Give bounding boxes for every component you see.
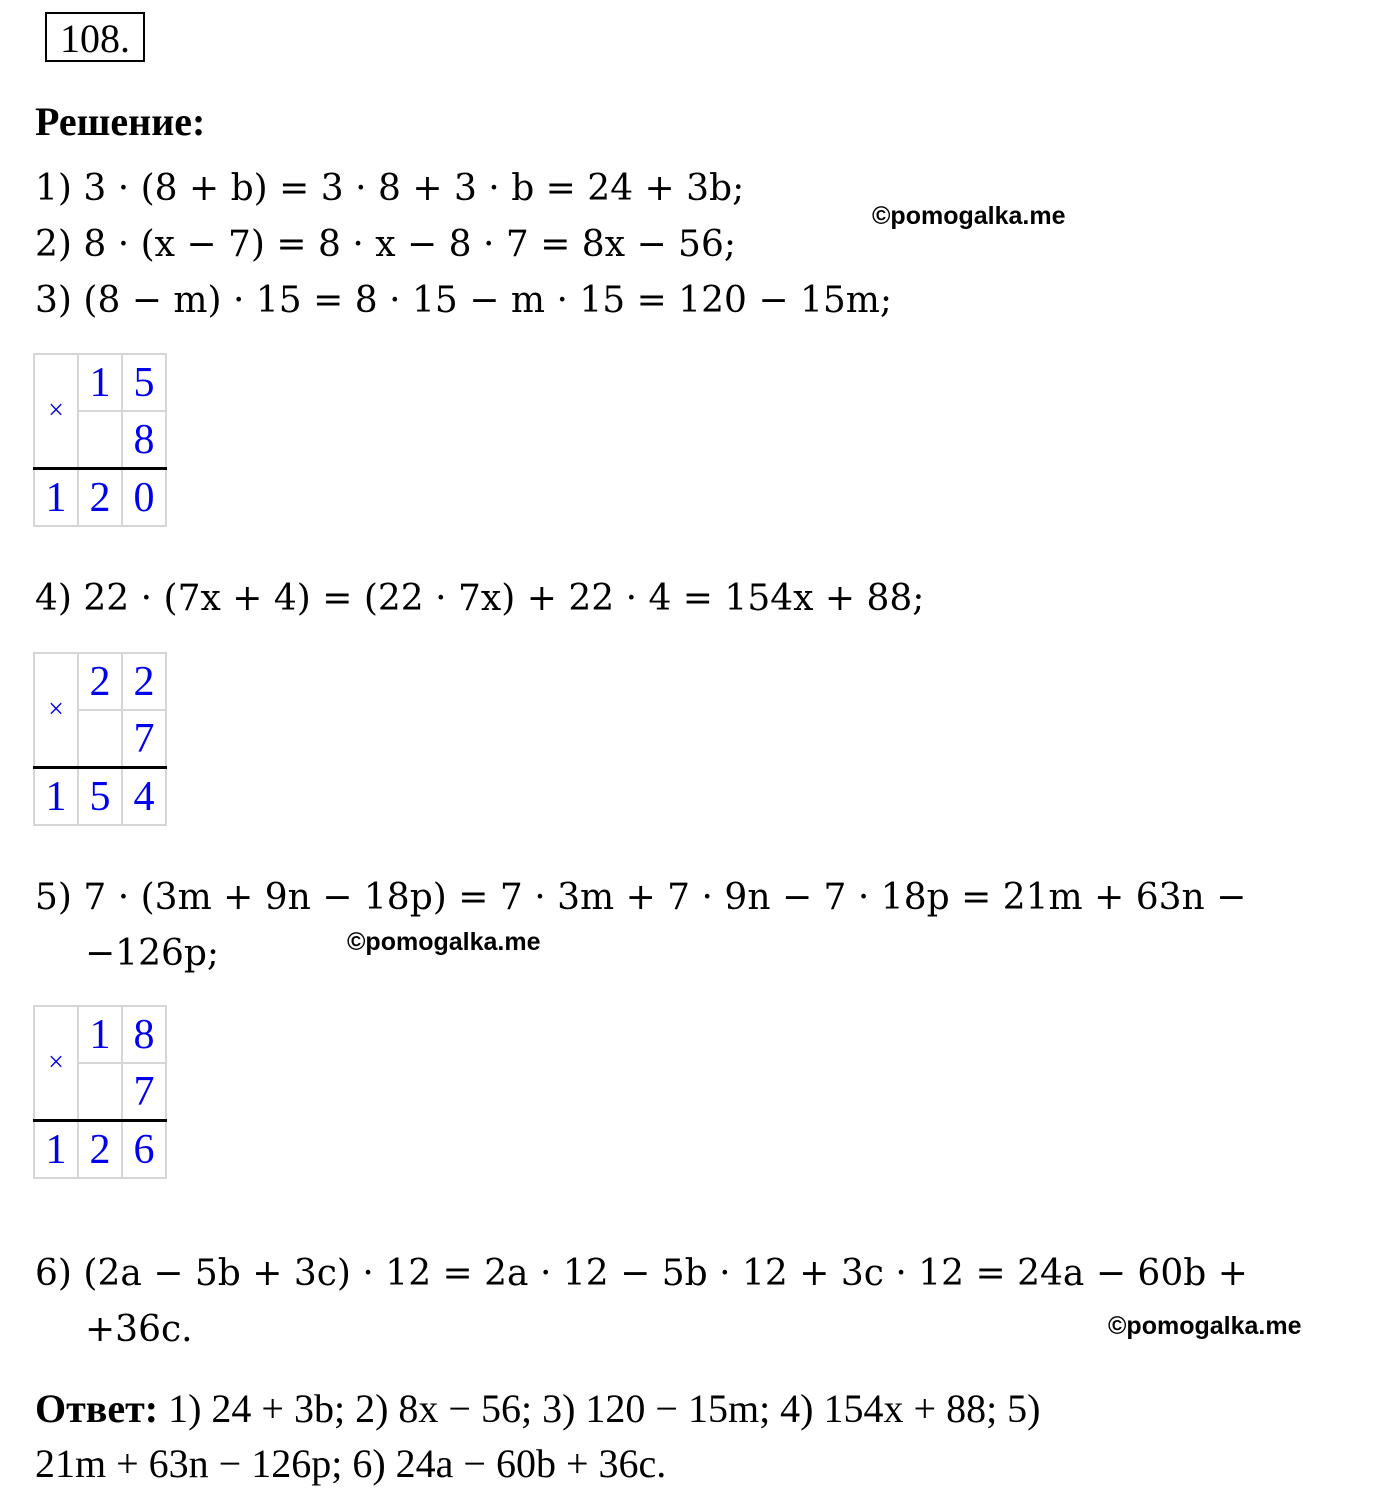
digit-cell bbox=[78, 411, 122, 469]
result-digit-cell: 2 bbox=[78, 469, 122, 527]
digit-cell: 7 bbox=[122, 710, 166, 768]
digit-cell bbox=[78, 1063, 122, 1121]
problem-number: 108. bbox=[45, 12, 145, 62]
solution-heading: Решение: bbox=[35, 99, 206, 144]
result-digit-cell: 0 bbox=[122, 469, 166, 527]
watermark: ©pomogalka.me bbox=[347, 928, 541, 956]
digit-cell: 8 bbox=[122, 1006, 166, 1063]
solution-line-6b: +36c. bbox=[85, 1309, 193, 1350]
solution-line-4: 4) 22 · (7x + 4) = (22 · 7x) + 22 · 4 = 154x + 88; bbox=[35, 578, 925, 619]
result-digit-cell: 1 bbox=[34, 469, 78, 527]
digit-cell: 1 bbox=[78, 1006, 122, 1063]
digit-cell: 8 bbox=[122, 411, 166, 469]
times-sign: × bbox=[34, 1006, 78, 1121]
times-sign: × bbox=[34, 653, 78, 768]
digit-cell: 1 bbox=[78, 354, 122, 411]
digit-cell: 5 bbox=[122, 354, 166, 411]
result-digit-cell: 1 bbox=[34, 768, 78, 826]
multiplication-table-2 bbox=[33, 652, 167, 826]
solution-line-2: 2) 8 · (x − 7) = 8 · x − 8 · 7 = 8x − 56; bbox=[35, 224, 736, 265]
digit-cell: 7 bbox=[122, 1063, 166, 1121]
digit-cell: 2 bbox=[122, 653, 166, 710]
digit-cell bbox=[78, 710, 122, 768]
solution-line-5b: −126p; bbox=[85, 933, 220, 974]
answer-text-1: 1) 24 + 3b; 2) 8x − 56; 3) 120 − 15m; 4) 154x + 88; 5) bbox=[158, 1386, 1041, 1431]
watermark: ©pomogalka.me bbox=[1108, 1312, 1302, 1340]
answer-line-1 bbox=[35, 1385, 1041, 1432]
answer-label: Ответ: bbox=[35, 1386, 159, 1431]
solution-line-3: 3) (8 − m) · 15 = 8 · 15 − m · 15 = 120 − 15m; bbox=[35, 280, 893, 321]
answer-line-2: 21m + 63n − 126p; 6) 24a − 60b + 36c. bbox=[35, 1441, 667, 1486]
result-digit-cell: 5 bbox=[78, 768, 122, 826]
result-digit-cell: 1 bbox=[34, 1121, 78, 1179]
watermark: ©pomogalka.me bbox=[872, 202, 1066, 230]
multiplication-table-3 bbox=[33, 1005, 167, 1179]
times-sign: × bbox=[34, 354, 78, 469]
multiplication-table-1 bbox=[33, 353, 167, 527]
solution-line-1: 1) 3 · (8 + b) = 3 · 8 + 3 · b = 24 + 3b; bbox=[35, 168, 745, 209]
solution-line-6a: 6) (2a − 5b + 3c) · 12 = 2a · 12 − 5b · 12 + 3c · 12 = 24a − 60b + bbox=[35, 1253, 1248, 1294]
result-digit-cell: 6 bbox=[122, 1121, 166, 1179]
digit-cell: 2 bbox=[78, 653, 122, 710]
result-digit-cell: 2 bbox=[78, 1121, 122, 1179]
result-digit-cell: 4 bbox=[122, 768, 166, 826]
solution-line-5a: 5) 7 · (3m + 9n − 18p) = 7 · 3m + 7 · 9n − 7 · 18p = 21m + 63n − bbox=[35, 877, 1247, 918]
